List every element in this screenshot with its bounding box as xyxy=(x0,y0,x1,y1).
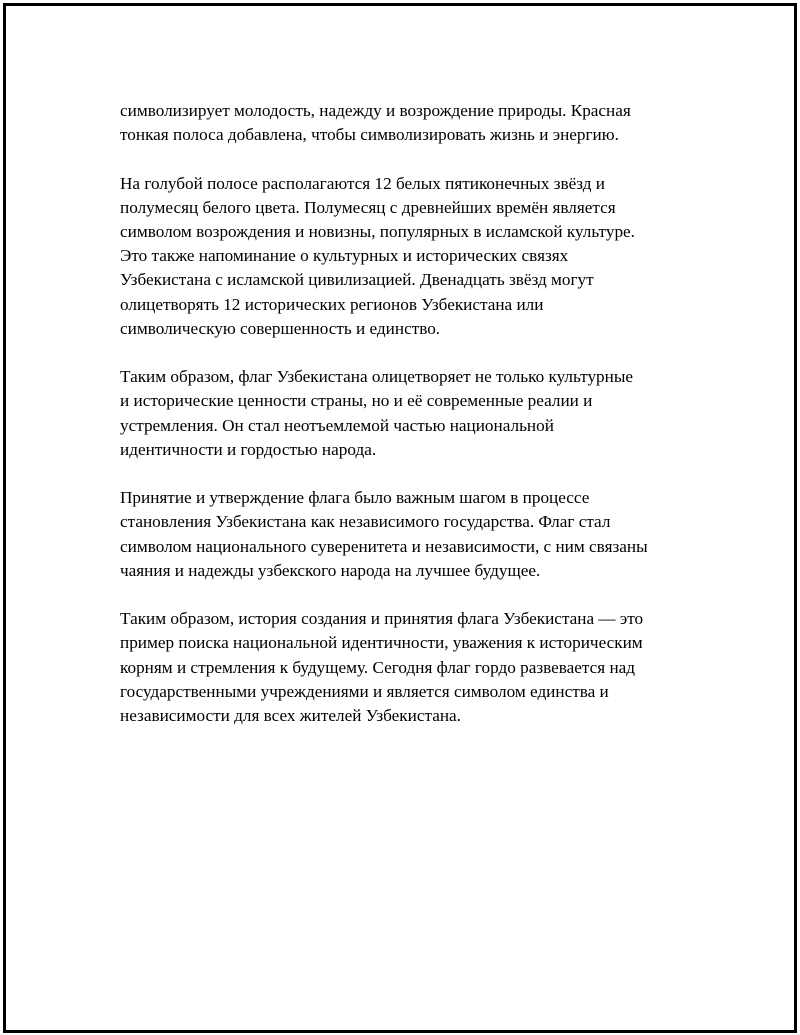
text-line: государственными учреждениями и является символом единства и xyxy=(120,681,609,701)
page-frame xyxy=(3,3,797,1033)
text-line: олицетворять 12 исторических регионов Узбекистана или xyxy=(120,294,544,314)
paragraph-1 xyxy=(120,99,700,147)
text-line: Таким образом, флаг Узбекистана олицетворяет не только культурные xyxy=(120,367,634,387)
paragraph-2 xyxy=(120,172,700,341)
document-body xyxy=(120,99,700,752)
text-line: символом возрождения и новизны, популярных в исламской культуре. xyxy=(120,222,635,241)
text-line: символом национального суверенитета и независимости, с ним связаны xyxy=(120,536,648,556)
paragraph-5 xyxy=(120,607,700,728)
text-line: На голубой полосе располагаются 12 белых пятиконечных звёзд и xyxy=(120,173,605,193)
text-line: символическую совершенность и единство. xyxy=(120,318,441,338)
text-line: чаяния и надежды узбекского народа на лучшее будущее. xyxy=(120,560,541,580)
text-line: Узбекистана с исламской цивилизацией. Двенадцать звёзд могут xyxy=(120,270,594,290)
paragraph-4 xyxy=(120,486,700,583)
text-line: полумесяц белого цвета. Полумесяц с древнейших времён является xyxy=(120,197,616,217)
text-line: Принятие и утверждение флага было важным шагом в процессе xyxy=(120,488,590,508)
text-line: корням и стремления к будущему. Сегодня флаг гордо развевается над xyxy=(120,657,636,677)
paragraph-3 xyxy=(120,365,700,462)
text-line: Это также напоминание о культурных и исторических связях xyxy=(120,246,569,266)
text-line: и исторические ценности страны, но и её современные реалии и xyxy=(120,391,593,411)
text-line: Таким образом, история создания и принятия флага Узбекистана — это xyxy=(120,609,644,629)
text-line: символизирует молодость, надежду и возрождение природы. Красная xyxy=(120,101,631,120)
text-line: становления Узбекистана как независимого государства. Флаг стал xyxy=(120,512,611,532)
text-line: идентичности и гордостью народа. xyxy=(120,439,377,459)
text-line: независимости для всех жителей Узбекистана. xyxy=(120,706,461,726)
text-line: устремления. Он стал неотъемлемой частью национальной xyxy=(120,415,554,435)
text-line: тонкая полоса добавлена, чтобы символизировать жизнь и энергию. xyxy=(120,125,619,145)
text-line: пример поиска национальной идентичности, уважения к историческим xyxy=(120,633,643,653)
